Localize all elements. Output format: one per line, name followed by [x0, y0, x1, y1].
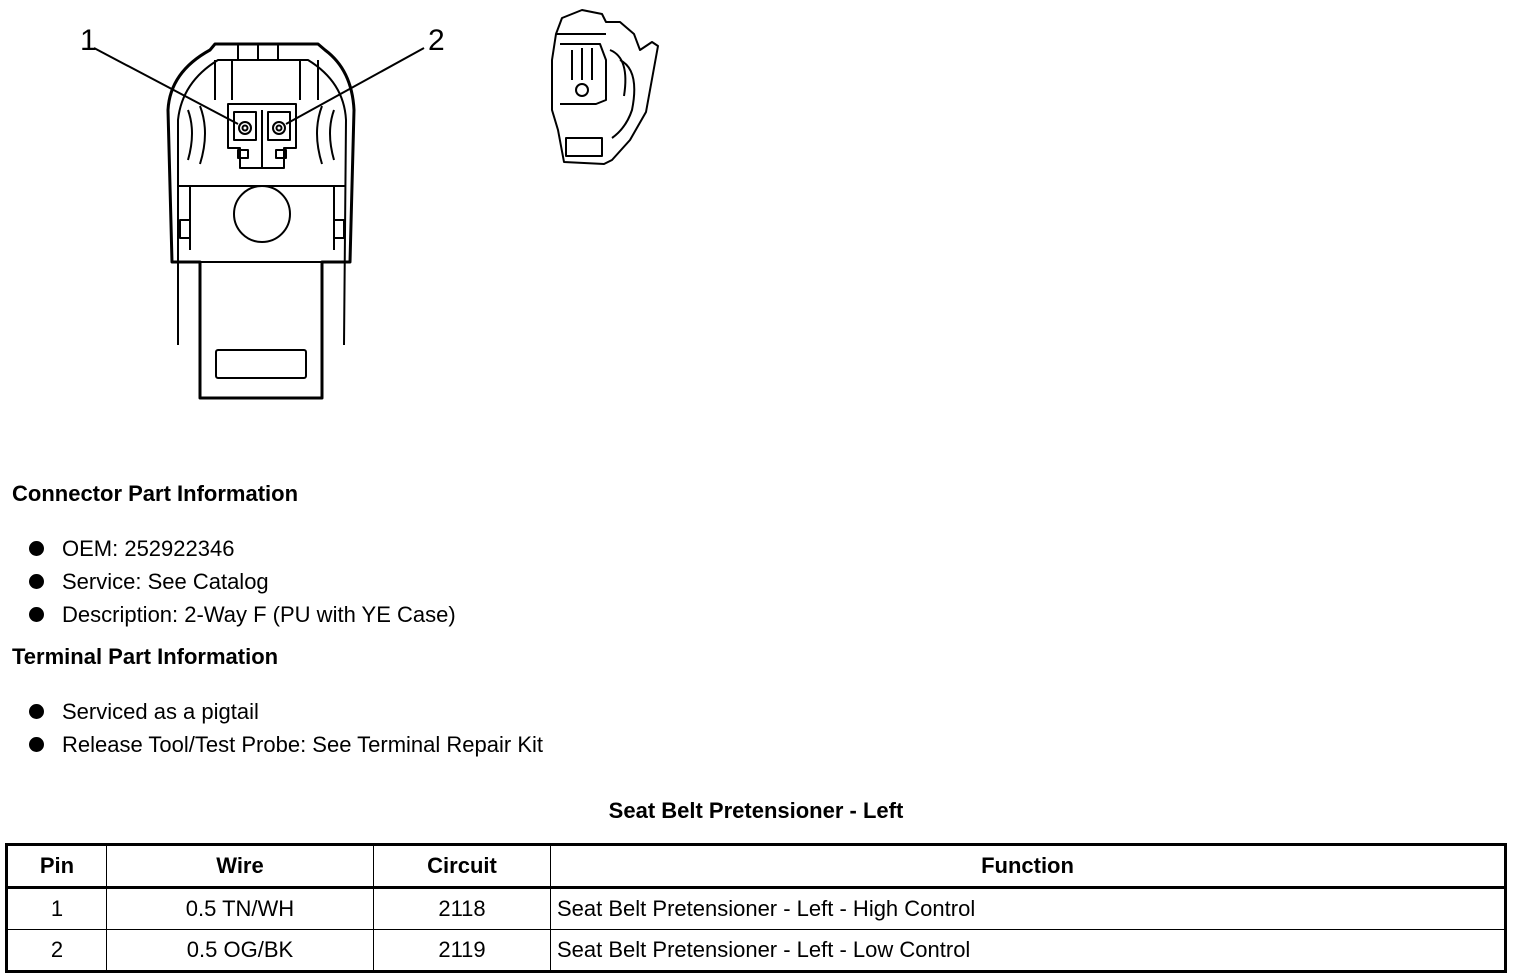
table-header-row	[7, 845, 1506, 888]
connector-info-list	[0, 532, 456, 631]
terminal-info-heading: Terminal Part Information	[12, 644, 279, 669]
terminal-serviced: Serviced as a pigtail	[62, 699, 259, 724]
bullet-icon	[29, 737, 44, 752]
header-wire: Wire	[107, 845, 374, 888]
connector-info-heading: Connector Part Information	[12, 481, 299, 506]
cell-wire: 0.5 OG/BK	[107, 930, 374, 972]
pinout-table	[5, 843, 1507, 973]
header-pin: Pin	[7, 845, 107, 888]
header-circuit: Circuit	[374, 845, 551, 888]
terminal-release-tool: Release Tool/Test Probe: See Terminal Repair Kit	[62, 732, 543, 757]
cell-function: Seat Belt Pretensioner - Left - Low Control	[551, 930, 1506, 972]
list-item	[0, 695, 543, 728]
pin-callout-1: 1	[80, 24, 97, 57]
cell-circuit: 2119	[374, 930, 551, 972]
bullet-icon	[29, 704, 44, 719]
bullet-icon	[29, 574, 44, 589]
bullet-icon	[29, 541, 44, 556]
header-function: Function	[551, 845, 1506, 888]
terminal-info-list	[0, 695, 543, 761]
bullet-icon	[29, 607, 44, 622]
list-item	[0, 532, 456, 565]
table-row	[7, 930, 1506, 972]
list-item	[0, 728, 543, 761]
cell-pin: 1	[7, 888, 107, 930]
connector-service: Service: See Catalog	[62, 569, 269, 594]
connector-oem: OEM: 252922346	[62, 536, 235, 561]
connector-face-diagram	[0, 0, 700, 410]
pin-callout-2: 2	[428, 24, 445, 57]
list-item	[0, 598, 456, 631]
table-title: Seat Belt Pretensioner - Left	[608, 798, 904, 823]
cell-wire: 0.5 TN/WH	[107, 888, 374, 930]
cell-pin: 2	[7, 930, 107, 972]
cell-circuit: 2118	[374, 888, 551, 930]
list-item	[0, 565, 456, 598]
cell-function: Seat Belt Pretensioner - Left - High Control	[551, 888, 1506, 930]
connector-description: Description: 2-Way F (PU with YE Case)	[62, 602, 456, 627]
table-row	[7, 888, 1506, 930]
